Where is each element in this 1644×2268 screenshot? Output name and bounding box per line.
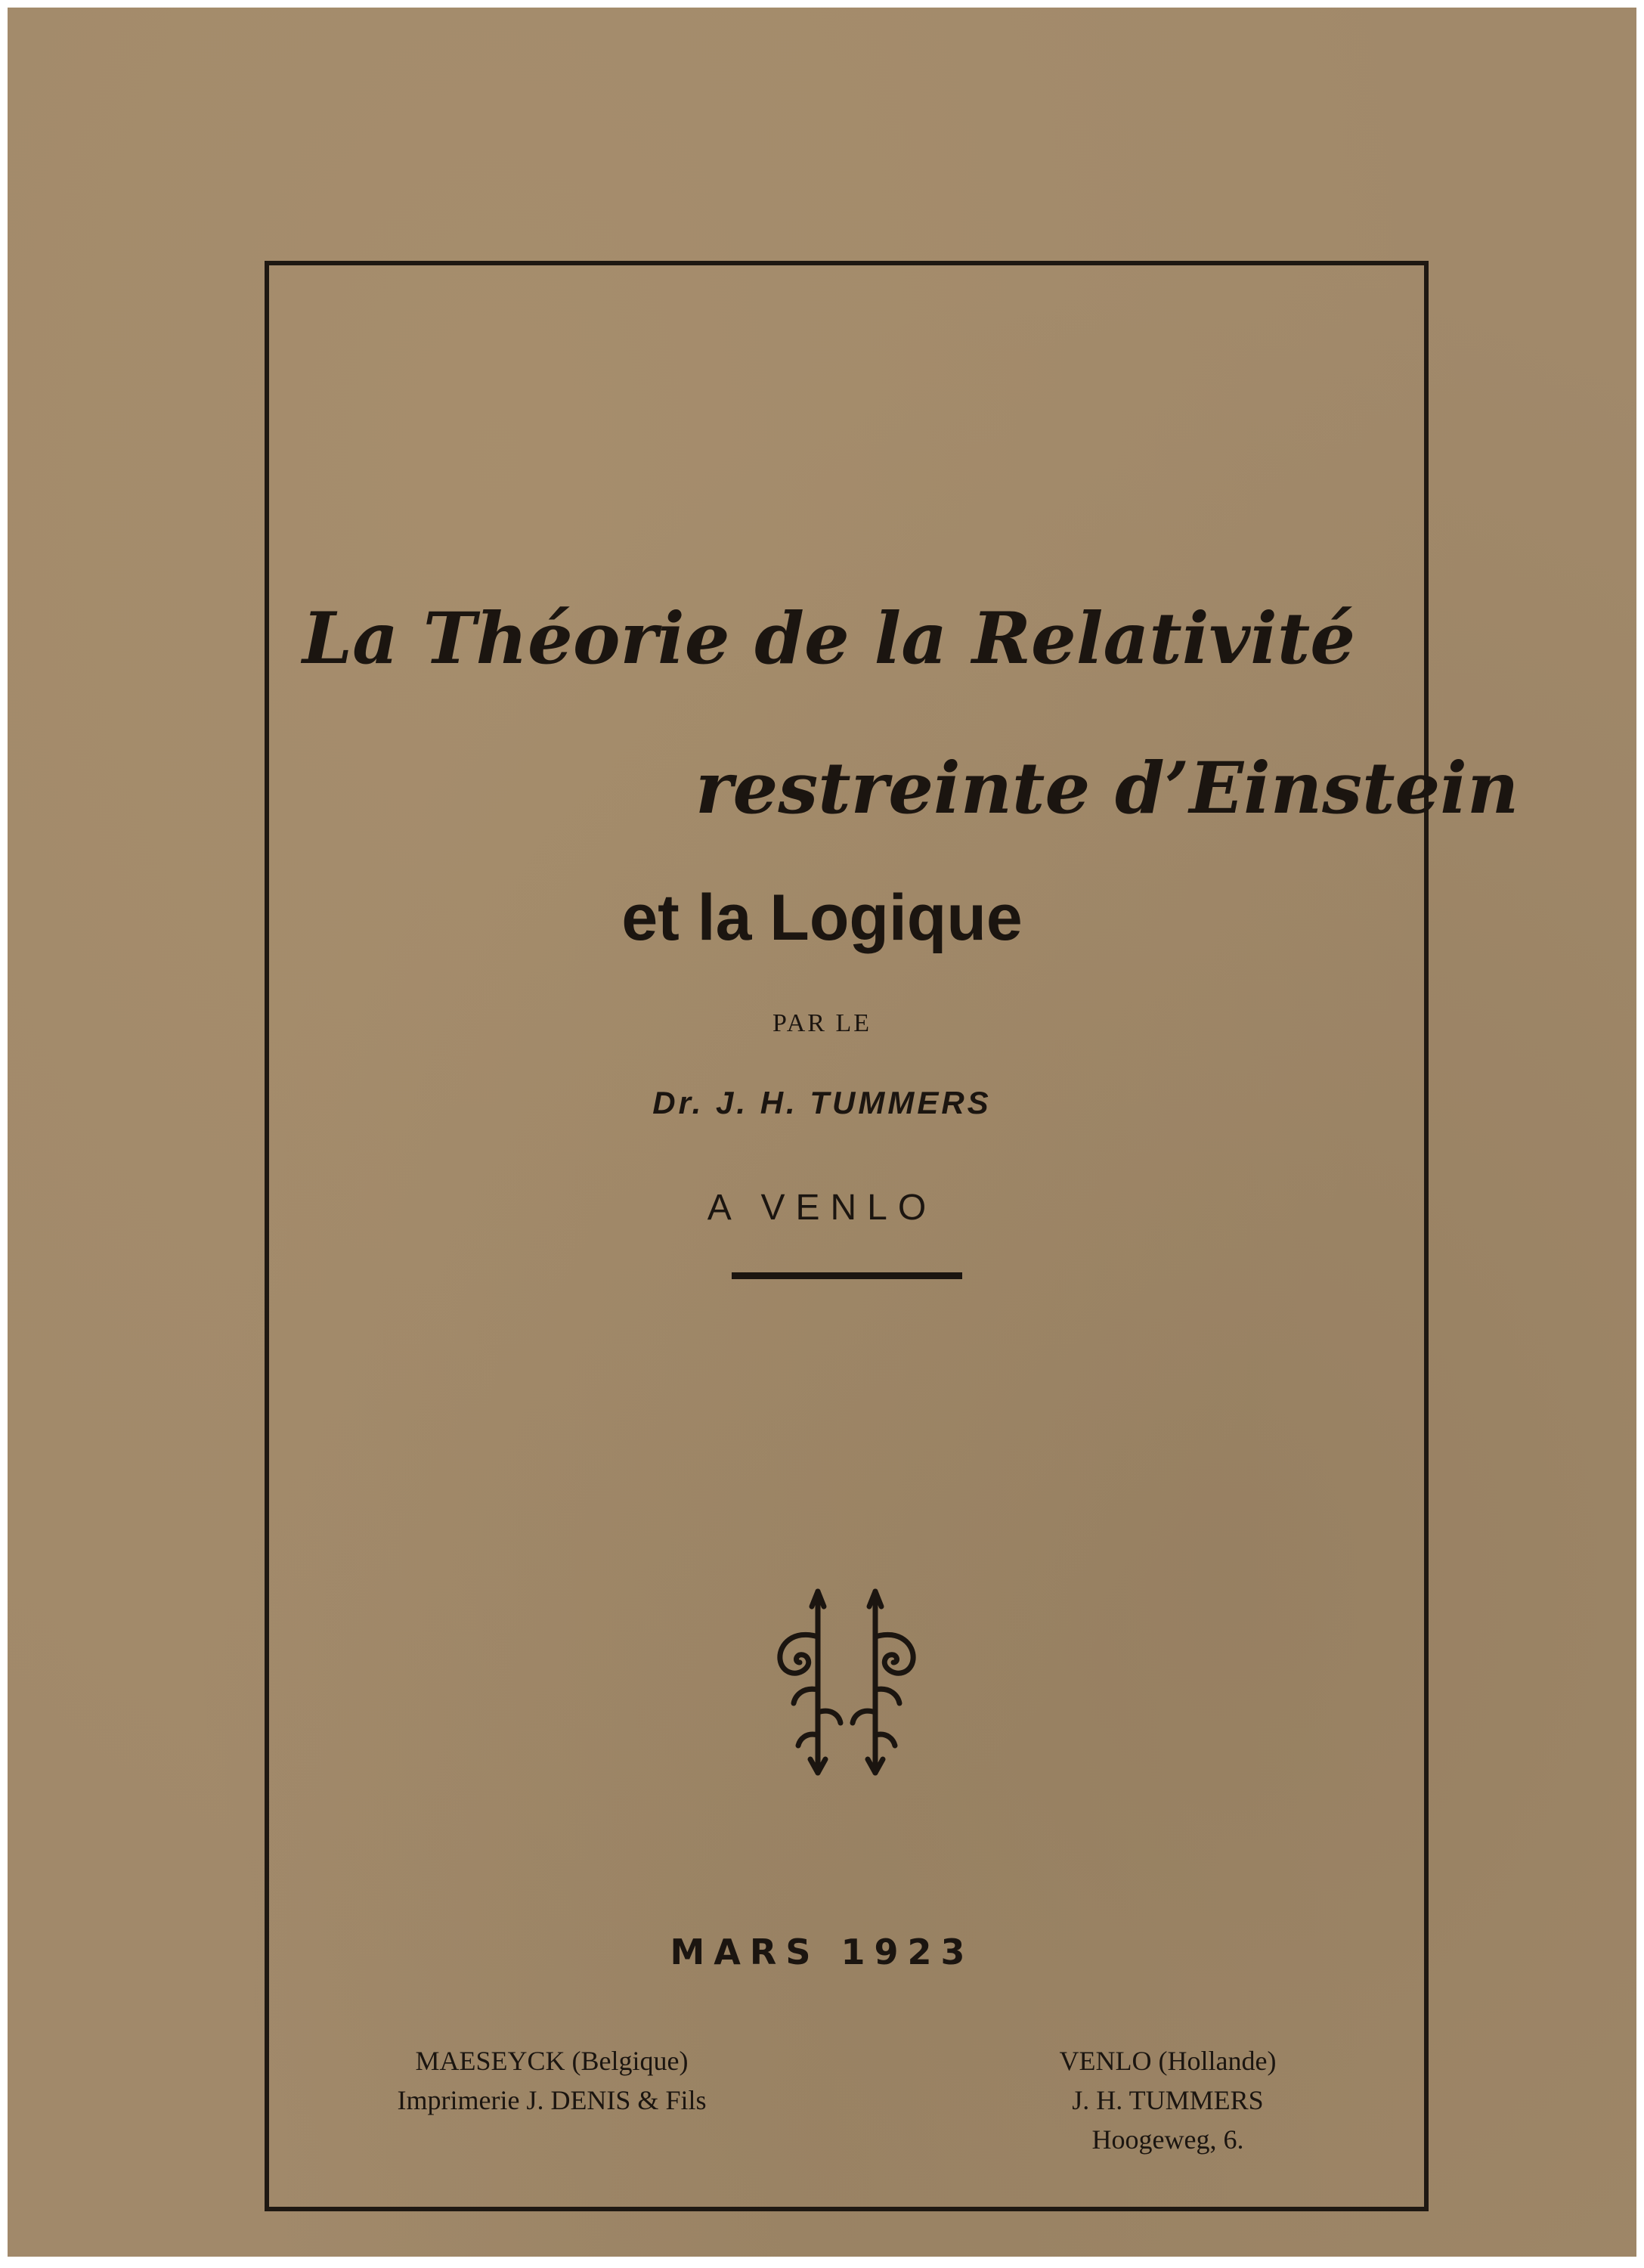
title-line-3: et la Logique — [621, 881, 1023, 954]
publisher-left-line-1: MAESEYCK (Belgique) — [415, 2046, 689, 2076]
author-name: Dr. J. H. TUMMERS — [652, 1085, 992, 1120]
publication-date: MARS 1923 — [670, 1932, 974, 1972]
cover-frame — [265, 261, 1429, 2211]
publisher-right-line-3: Hoogeweg, 6. — [1091, 2124, 1244, 2155]
title-line-2: restreinte d’Einstein — [695, 747, 1519, 830]
publisher-right-line-2: J. H. TUMMERS — [1072, 2085, 1264, 2115]
publisher-left-line-2: Imprimerie J. DENIS & Fils — [397, 2085, 707, 2115]
publisher-right — [1024, 2041, 1311, 2159]
byline-par: PAR LE — [772, 1009, 872, 1037]
publisher-left — [348, 2041, 756, 2120]
author-city: A VENLO — [707, 1188, 937, 1228]
title-line-1: La Théorie de la Relativité — [302, 597, 1356, 680]
ornament-icon — [763, 1584, 930, 1780]
publisher-right-line-1: VENLO (Hollande) — [1059, 2046, 1277, 2076]
divider-rule — [732, 1272, 962, 1279]
